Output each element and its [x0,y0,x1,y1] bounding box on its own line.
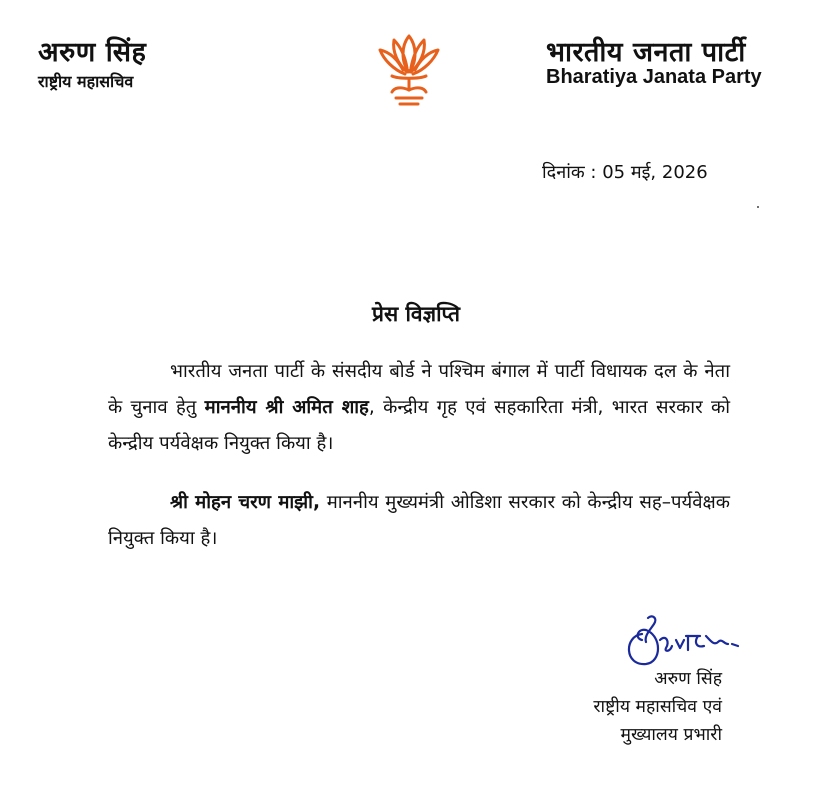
signatory-title: राष्ट्रीय महासचिव एवं [593,697,722,717]
paragraph-1-text: भारतीय जनता पार्टी के संसदीय बोर्ड ने पश्चिम बंगाल में पार्टी विधायक दल के नेता के चुनाव हेतु [108,361,730,418]
document-heading: प्रेस विज्ञप्ति [372,302,460,326]
scan-speck [757,206,759,208]
paragraph-2-bold: श्री मोहन चरण माझी, [170,492,320,513]
paragraph-2-text: माननीय मुख्यमंत्री ओडिशा सरकार को केन्द्रीय सह–पर्यवेक्षक नियुक्त किया है। [108,492,730,549]
sender-name: अरुण सिंह [38,37,147,68]
paragraph-2 [108,485,730,557]
sender-title: राष्ट्रीय महासचिव [38,72,134,91]
party-name-english: Bharatiya Janata Party [546,66,762,88]
lotus-icon [368,26,450,108]
paragraph-1 [108,354,730,462]
paragraph-1-bold: माननीय श्री अमित शाह [204,397,369,418]
party-name-hindi: भारतीय जनता पार्टी [546,37,746,68]
signatory-role: मुख्यालय प्रभारी [620,725,722,745]
date-line: दिनांक : 05 मई, 2026 [542,162,708,183]
paragraph-1-text-after: , केन्द्रीय गृह एवं सहकारिता मंत्री, भारत सरकार को केन्द्रीय पर्यवेक्षक नियुक्त किया है। [108,397,730,454]
signatory-name: अरुण सिंह [654,669,722,689]
signature-icon [614,606,764,672]
